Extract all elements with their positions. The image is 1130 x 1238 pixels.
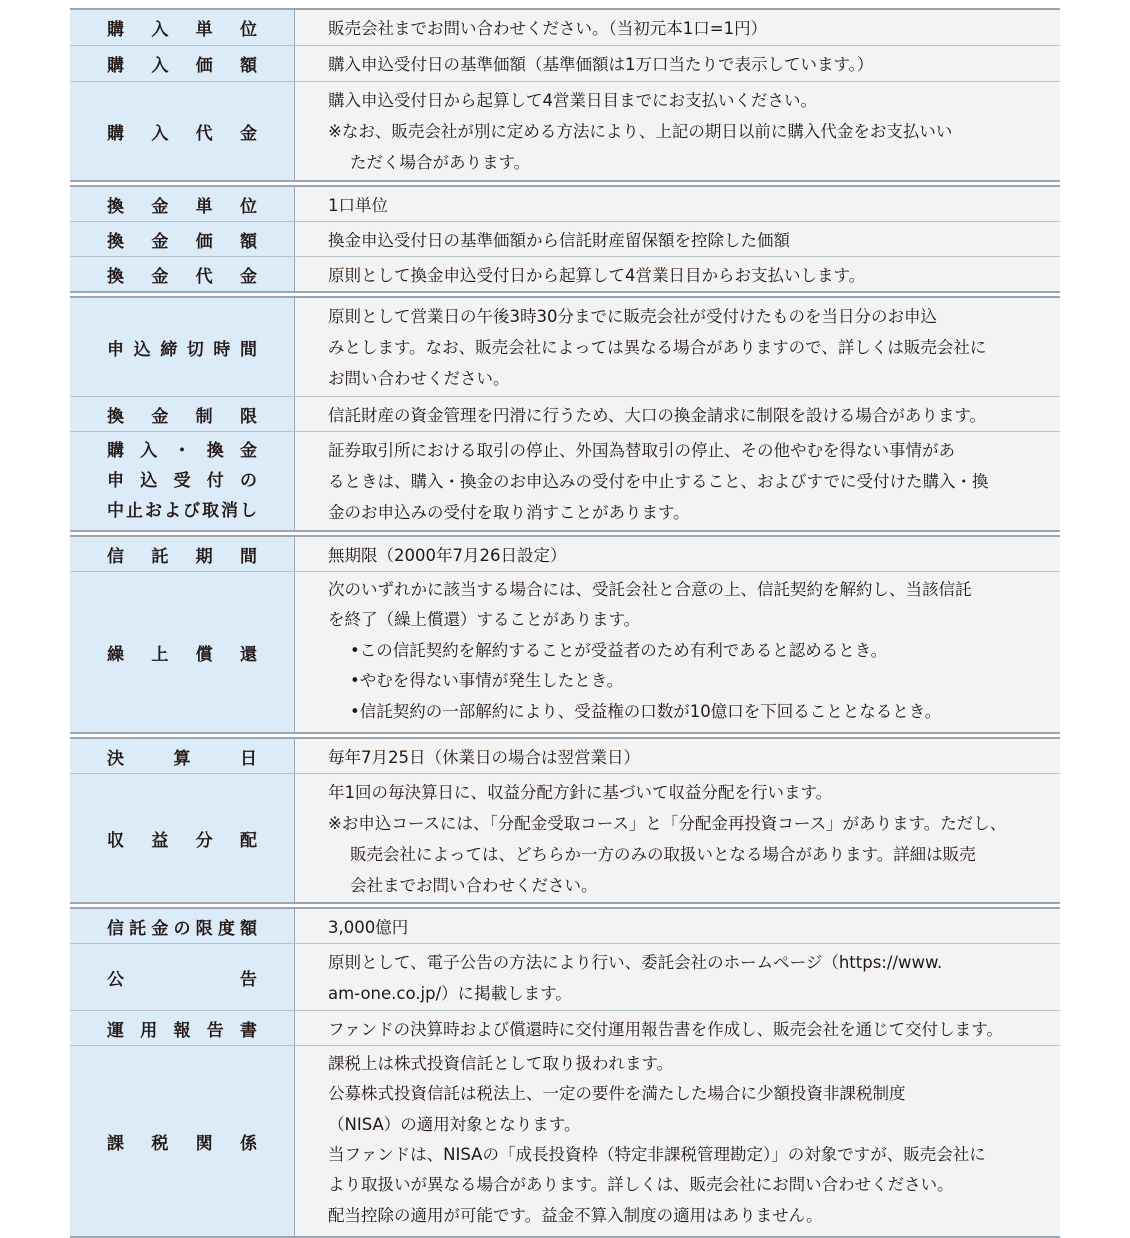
- row-label-text: 換金価額: [107, 231, 257, 252]
- row-settlement-date: [70, 739, 1060, 773]
- row-taxation: [70, 1045, 1060, 1236]
- value-line: 購入申込受付日の基準価額（基準価額は1万口当たりで表示しています。）: [328, 55, 874, 74]
- row-purchase-payment: [70, 81, 1060, 180]
- row-label-text: 購入価額: [107, 56, 257, 76]
- row-label: [70, 1046, 295, 1236]
- value-line: 販売会社によっては、どちらか一方のみの取扱いとなる場合があります。詳細は販売: [350, 845, 976, 864]
- value-line: みとします。なお、販売会社によっては異なる場合がありますので、詳しくは販売会社に: [328, 338, 987, 357]
- value-line: ファンドの決算時および償還時に交付運用報告書を作成し、販売会社を通じて交付します。: [328, 1020, 1003, 1039]
- row-value: [295, 739, 1060, 773]
- row-value: [295, 10, 1060, 45]
- value-line: 証券取引所における取引の停止、外国為替取引の停止、その他やむを得ない事情があ: [328, 441, 955, 460]
- value-line: 課税上は株式投資信託として取り扱われます。: [328, 1054, 674, 1073]
- row-label: [70, 1011, 295, 1045]
- row-public-notice: [70, 943, 1060, 1010]
- value-line: 3,000億円: [328, 918, 409, 937]
- fund-terms-table: [70, 8, 1060, 1238]
- row-value: [295, 187, 1060, 221]
- table-section: [70, 296, 1060, 532]
- row-value: [295, 1011, 1060, 1045]
- row-value: [295, 222, 1060, 256]
- value-line: 無期限（2000年7月26日設定）: [328, 546, 567, 565]
- value-line: •やむを得ない事情が発生したとき。: [350, 671, 624, 691]
- row-label: [70, 82, 295, 180]
- row-label: [70, 222, 295, 256]
- row-label: [70, 739, 295, 773]
- value-line: るときは、購入・換金のお申込みの受付を中止すること、およびすでに受付けた購入・換: [328, 472, 989, 491]
- row-purchase-price: [70, 45, 1060, 81]
- row-label: [70, 397, 295, 431]
- row-redemption-price: [70, 221, 1060, 256]
- table-section: [70, 535, 1060, 734]
- row-redemption-payment: [70, 256, 1060, 291]
- value-line: 信託財産の資金管理を円滑に行うため、大口の換金請求に制限を設ける場合があります。: [328, 406, 987, 425]
- row-label: [70, 187, 295, 221]
- value-line: ※なお、販売会社が別に定める方法により、上記の期日以前に購入代金をお支払いい: [328, 122, 953, 141]
- row-early-redemption: [70, 571, 1060, 732]
- row-redemption-limit: [70, 396, 1060, 431]
- row-cutoff-time: [70, 298, 1060, 396]
- table-section: [70, 907, 1060, 1238]
- row-trust-period: [70, 537, 1060, 571]
- row-label-text: 公告: [107, 969, 257, 990]
- row-label: [70, 298, 295, 396]
- value-line: 金のお申込みの受付を取り消すことがあります。: [328, 503, 690, 522]
- row-label: [70, 572, 295, 732]
- value-line: 原則として、電子公告の方法により行い、委託会社のホームページ（https://www.: [328, 953, 943, 972]
- row-label-text: 購入代金: [107, 123, 257, 144]
- row-value: [295, 572, 1060, 732]
- row-label: [70, 909, 295, 943]
- row-label-text: 信託期間: [107, 546, 257, 567]
- value-line: 配当控除の適用が可能です。益金不算入制度の適用はありません。: [328, 1205, 823, 1225]
- value-line: を終了（繰上償還）することがあります。: [328, 610, 641, 630]
- value-line: am-one.co.jp/）に掲載します。: [328, 984, 572, 1003]
- value-line: ただく場合があります。: [350, 153, 531, 172]
- row-label-text: 収益分配: [107, 830, 257, 851]
- value-line: 当ファンドは、NISAの「成長投資枠（特定非課税管理勘定）」の対象ですが、販売会社に: [328, 1144, 986, 1164]
- row-label-text: 購入・換金 申込受付の 中止および取消し: [107, 441, 257, 521]
- value-line: 1口単位: [328, 196, 388, 215]
- row-label-text: 信託金の限度額: [107, 918, 257, 939]
- row-value: [295, 774, 1060, 902]
- row-value: [295, 298, 1060, 396]
- table-section: [70, 185, 1060, 293]
- value-line: 毎年7月25日（休業日の場合は翌営業日）: [328, 748, 640, 767]
- value-line: 会社までお問い合わせください。: [350, 876, 598, 895]
- row-value: [295, 1046, 1060, 1236]
- row-value: [295, 46, 1060, 81]
- value-line: 販売会社までお問い合わせください。（当初元本1口=1円）: [328, 19, 768, 38]
- value-line: ※お申込コースには、「分配金受取コース」と「分配金再投資コース」があります。ただし、: [328, 814, 1007, 833]
- row-label: [70, 537, 295, 571]
- row-redemption-unit: [70, 187, 1060, 221]
- row-label: [70, 944, 295, 1010]
- value-line: （NISA）の適用対象となります。: [328, 1114, 581, 1134]
- value-line: •この信託契約を解約することが受益者のため有利であると認めるとき。: [350, 640, 888, 660]
- value-line: 購入申込受付日から起算して4営業日目までにお支払いください。: [328, 91, 817, 110]
- value-line: •信託契約の一部解約により、受益権の口数が10億口を下回ることとなるとき。: [350, 701, 942, 721]
- table-section: [70, 8, 1060, 182]
- row-label-text: 換金制限: [107, 406, 257, 427]
- row-label-text: 決算日: [107, 748, 257, 769]
- value-line: 年1回の毎決算日に、収益分配方針に基づいて収益分配を行います。: [328, 783, 833, 802]
- value-line: 公募株式投資信託は税法上、一定の要件を満たした場合に少額投資非課税制度: [328, 1084, 906, 1104]
- row-suspension: [70, 431, 1060, 530]
- row-label-text: 換金単位: [107, 196, 257, 217]
- row-value: [295, 909, 1060, 943]
- row-label: [70, 46, 295, 81]
- row-management-report: [70, 1010, 1060, 1045]
- row-label: [70, 432, 295, 530]
- row-value: [295, 944, 1060, 1010]
- value-line: 換金申込受付日の基準価額から信託財産留保額を控除した価額: [328, 231, 790, 250]
- value-line: 原則として営業日の午後3時30分までに販売会社が受付けたものを当日分のお申込: [328, 307, 937, 326]
- row-value: [295, 537, 1060, 571]
- row-label: [70, 774, 295, 902]
- row-label: [70, 10, 295, 45]
- value-line: より取扱いが異なる場合があります。詳しくは、販売会社にお問い合わせください。: [328, 1175, 954, 1195]
- row-label: [70, 257, 295, 291]
- row-value: [295, 432, 1060, 530]
- row-value: [295, 257, 1060, 291]
- row-label-text: 購入単位: [107, 20, 257, 40]
- row-label-text: 申込締切時間: [107, 339, 257, 360]
- row-value: [295, 397, 1060, 431]
- row-distribution: [70, 773, 1060, 902]
- value-line: お問い合わせください。: [328, 369, 510, 388]
- value-line: 原則として換金申込受付日から起算して4営業日目からお支払いします。: [328, 266, 866, 285]
- row-label-text: 運用報告書: [107, 1020, 257, 1041]
- row-trust-limit: [70, 909, 1060, 943]
- table-section: [70, 737, 1060, 904]
- row-purchase-unit: [70, 10, 1060, 45]
- value-line: 次のいずれかに該当する場合には、受託会社と合意の上、信託契約を解約し、当該信託: [328, 580, 972, 599]
- row-label-text: 繰上償還: [107, 644, 257, 665]
- row-label-text: 換金代金: [107, 266, 257, 287]
- row-value: [295, 82, 1060, 180]
- row-label-text: 課税関係: [107, 1133, 257, 1154]
